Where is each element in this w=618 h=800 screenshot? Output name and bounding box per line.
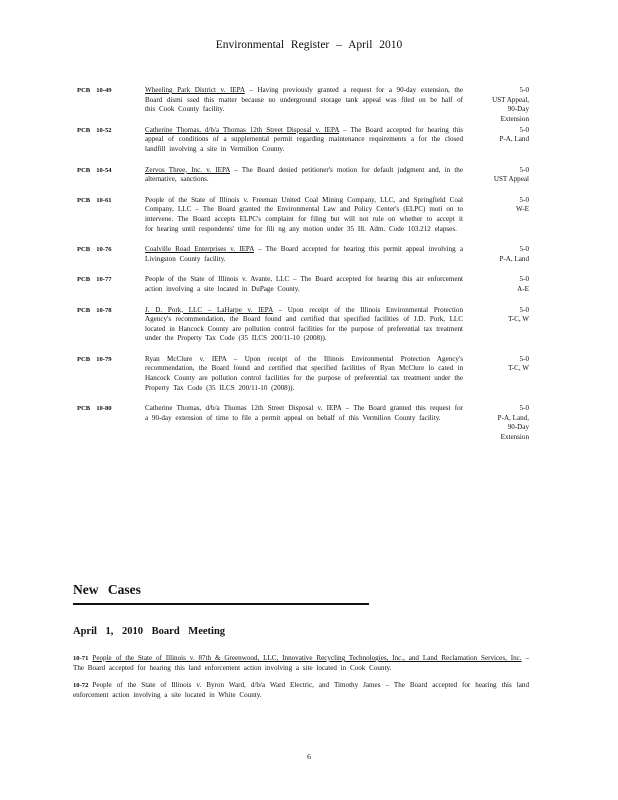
case-caption: Catherine Thomas, d/b/a Thomas 12th Street Disposal v. IEPA (145, 125, 340, 134)
case-entry (73, 126, 533, 155)
case-summary: People of the State of Illinois v. Avante, LLC – The Board accepted for hearing this air enforcement action involving a site located in DuPage County. (145, 275, 463, 293)
case-summary: Catherine Thomas, d/b/a Thomas 12th Street Disposal v. IEPA – The Board granted this request for a 90-day extension of time to file a permit appeal on behalf of this Vermilion County facility. (145, 404, 463, 422)
case-vote (483, 86, 529, 124)
new-case-entry (73, 654, 529, 673)
vote-line: 5-0 (519, 245, 529, 254)
case-description (145, 196, 463, 234)
vote-line: UST Appeal (493, 175, 529, 184)
section-heading-new-cases: New Cases (73, 582, 141, 597)
case-tag (77, 196, 112, 206)
register-title: Environmental Register – April 2010 (215, 39, 403, 51)
case-prefix: PCB (77, 405, 91, 413)
case-tag (77, 245, 112, 255)
case-caption: Zervos Three, Inc. v. IEPA (145, 165, 230, 174)
case-vote (483, 245, 529, 264)
case-tag (77, 166, 112, 176)
case-entry (73, 404, 533, 442)
case-entry (73, 196, 533, 234)
vote-line: 5-0 (519, 165, 529, 174)
board-action-list (73, 86, 533, 442)
vote-line: T-C, W (508, 315, 529, 324)
vote-line: P-A, Land, (497, 413, 529, 422)
vote-line: 5-0 (519, 404, 529, 413)
vote-line: A-E (517, 284, 529, 293)
case-prefix: PCB (77, 196, 91, 204)
case-vote (483, 166, 529, 185)
case-number: 10-61 (96, 196, 112, 204)
vote-line: T-C, W (508, 364, 529, 373)
case-vote (483, 196, 529, 215)
case-entry (73, 245, 533, 264)
case-prefix: PCB (77, 166, 91, 174)
vote-line: 5-0 (519, 125, 529, 134)
case-tag (77, 404, 112, 414)
case-summary: – The Board accepted for hearing this permit appeal involving a Livingston County facility. (145, 245, 463, 263)
new-case-caption: People of the State of Illinois v. 87th & Greenwood, LLC, Innovative Recycling Technologies, Inc., and Land Reclamation Services, Inc. (92, 654, 522, 662)
case-summary: – The Board accepted for hearing this appeal of conditions of a supplemental permit regarding maintenance requirements a for the closed landfill involving a site in Vermilion County. (145, 125, 463, 153)
vote-line: 5-0 (519, 305, 529, 314)
new-case-number: 10-72 (73, 682, 89, 690)
case-entry (73, 355, 533, 393)
page-header (0, 39, 618, 51)
case-prefix: PCB (77, 355, 91, 363)
case-number: 10-52 (96, 126, 112, 134)
case-description (145, 245, 463, 264)
case-summary: People of the State of Illinois v. Freeman United Coal Mining Company, LLC, and Springfield Coal Company, LLC – The Board granted the Environmental Law and Policy Center's (ELPC) moti on to intervene. The Board accepts ELPC's complaint for filing but will not rule on whether to accept it for hearing until respondents' time for fili ng any motion under 35 Ill. Adm. Code 103.212 elapses. (145, 195, 463, 233)
vote-line: W-E (516, 205, 529, 214)
case-vote (483, 404, 529, 442)
case-number: 10-54 (96, 166, 112, 174)
case-caption: Wheeling Park District v. IEPA (145, 86, 245, 94)
case-caption: Coalville Road Enterprises v. IEPA (145, 245, 254, 254)
case-description (145, 126, 463, 155)
case-description (145, 86, 463, 115)
vote-line: P-A, Land (499, 135, 529, 144)
vote-line: 5-0 (519, 275, 529, 284)
vote-line: Extension (500, 433, 529, 442)
vote-line: UST Appeal, (492, 95, 529, 104)
vote-line: 90-Day (507, 423, 529, 432)
case-tag (77, 275, 112, 285)
case-vote (483, 355, 529, 374)
case-tag (77, 126, 112, 136)
new-case-entry (73, 681, 529, 700)
new-case-summary: – The Board accepted for hearing this land enforcement action involving a site located in Cook County. (73, 654, 529, 672)
case-vote (483, 306, 529, 325)
case-tag (77, 306, 112, 316)
case-description (145, 355, 463, 393)
case-number: 10-80 (96, 405, 112, 413)
case-vote (483, 126, 529, 145)
vote-line: 5-0 (519, 86, 529, 94)
new-case-list (73, 654, 529, 708)
vote-line: 5-0 (519, 195, 529, 204)
case-description (145, 166, 463, 185)
case-prefix: PCB (77, 126, 91, 134)
case-tag (77, 86, 112, 96)
vote-line: P-A, Land (499, 254, 529, 263)
case-prefix: PCB (77, 87, 91, 94)
case-prefix: PCB (77, 276, 91, 284)
page-number: 6 (307, 752, 311, 761)
new-case-number: 10-71 (73, 655, 89, 662)
case-entry (73, 306, 533, 344)
case-summary: Ryan McClure v. IEPA – Upon receipt of the Illinois Environmental Protection Agency's recommendation, the Board found and certified that specified facilities of Ryan McClure lo cated in Hancock County are pollution control facilities for the purpose of preferential tax treatment under the Property Tax Code (35 ILCS 200/11-10 (2008)). (145, 354, 463, 392)
case-summary: – Having previously granted a request for a 90-day extension, the Board dismi ssed this matter because no underground storage tank appeal was filed on be half of this Cook County facility. (145, 86, 463, 114)
case-entry (73, 166, 533, 185)
case-caption: J. D. Pork, LLC – LaHarpe v. IEPA (145, 305, 273, 314)
case-prefix: PCB (77, 246, 91, 254)
case-number: 10-49 (96, 87, 112, 94)
case-number: 10-76 (96, 246, 112, 254)
vote-line: 90-Day (507, 105, 529, 114)
section-divider (73, 603, 369, 605)
case-summary: – Upon receipt of the Illinois Environmental Protection Agency's recommendation, the Board found and certified that specified facilities of J.D. Pork, LLC located in Hancock County are pollution control facilities for the purpose of preferential tax treatment under the Property Tax Code (35 ILCS 200/11-10 (2008)). (145, 305, 463, 343)
vote-line: 5-0 (519, 354, 529, 363)
case-summary: – The Board denied petitioner's motion for default judgment and, in the alternative, sanctions. (145, 165, 463, 184)
case-number: 10-79 (96, 355, 112, 363)
new-case-summary: People of the State of Illinois v. Byron Ward, d/b/a Ward Electric, and Timothy James – The Board accepted for hearing this land enforcement action involving a site located in White County. (73, 681, 529, 699)
case-prefix: PCB (77, 306, 91, 314)
case-number: 10-78 (96, 306, 112, 314)
case-description (145, 306, 463, 344)
case-description (145, 275, 463, 294)
case-entry (73, 275, 533, 294)
meeting-heading: April 1, 2010 Board Meeting (73, 626, 226, 637)
case-number: 10-77 (96, 276, 112, 284)
case-entry (73, 86, 533, 123)
case-description (145, 404, 463, 423)
case-tag (77, 355, 112, 365)
vote-line: Extension (500, 114, 529, 123)
case-vote (483, 275, 529, 294)
